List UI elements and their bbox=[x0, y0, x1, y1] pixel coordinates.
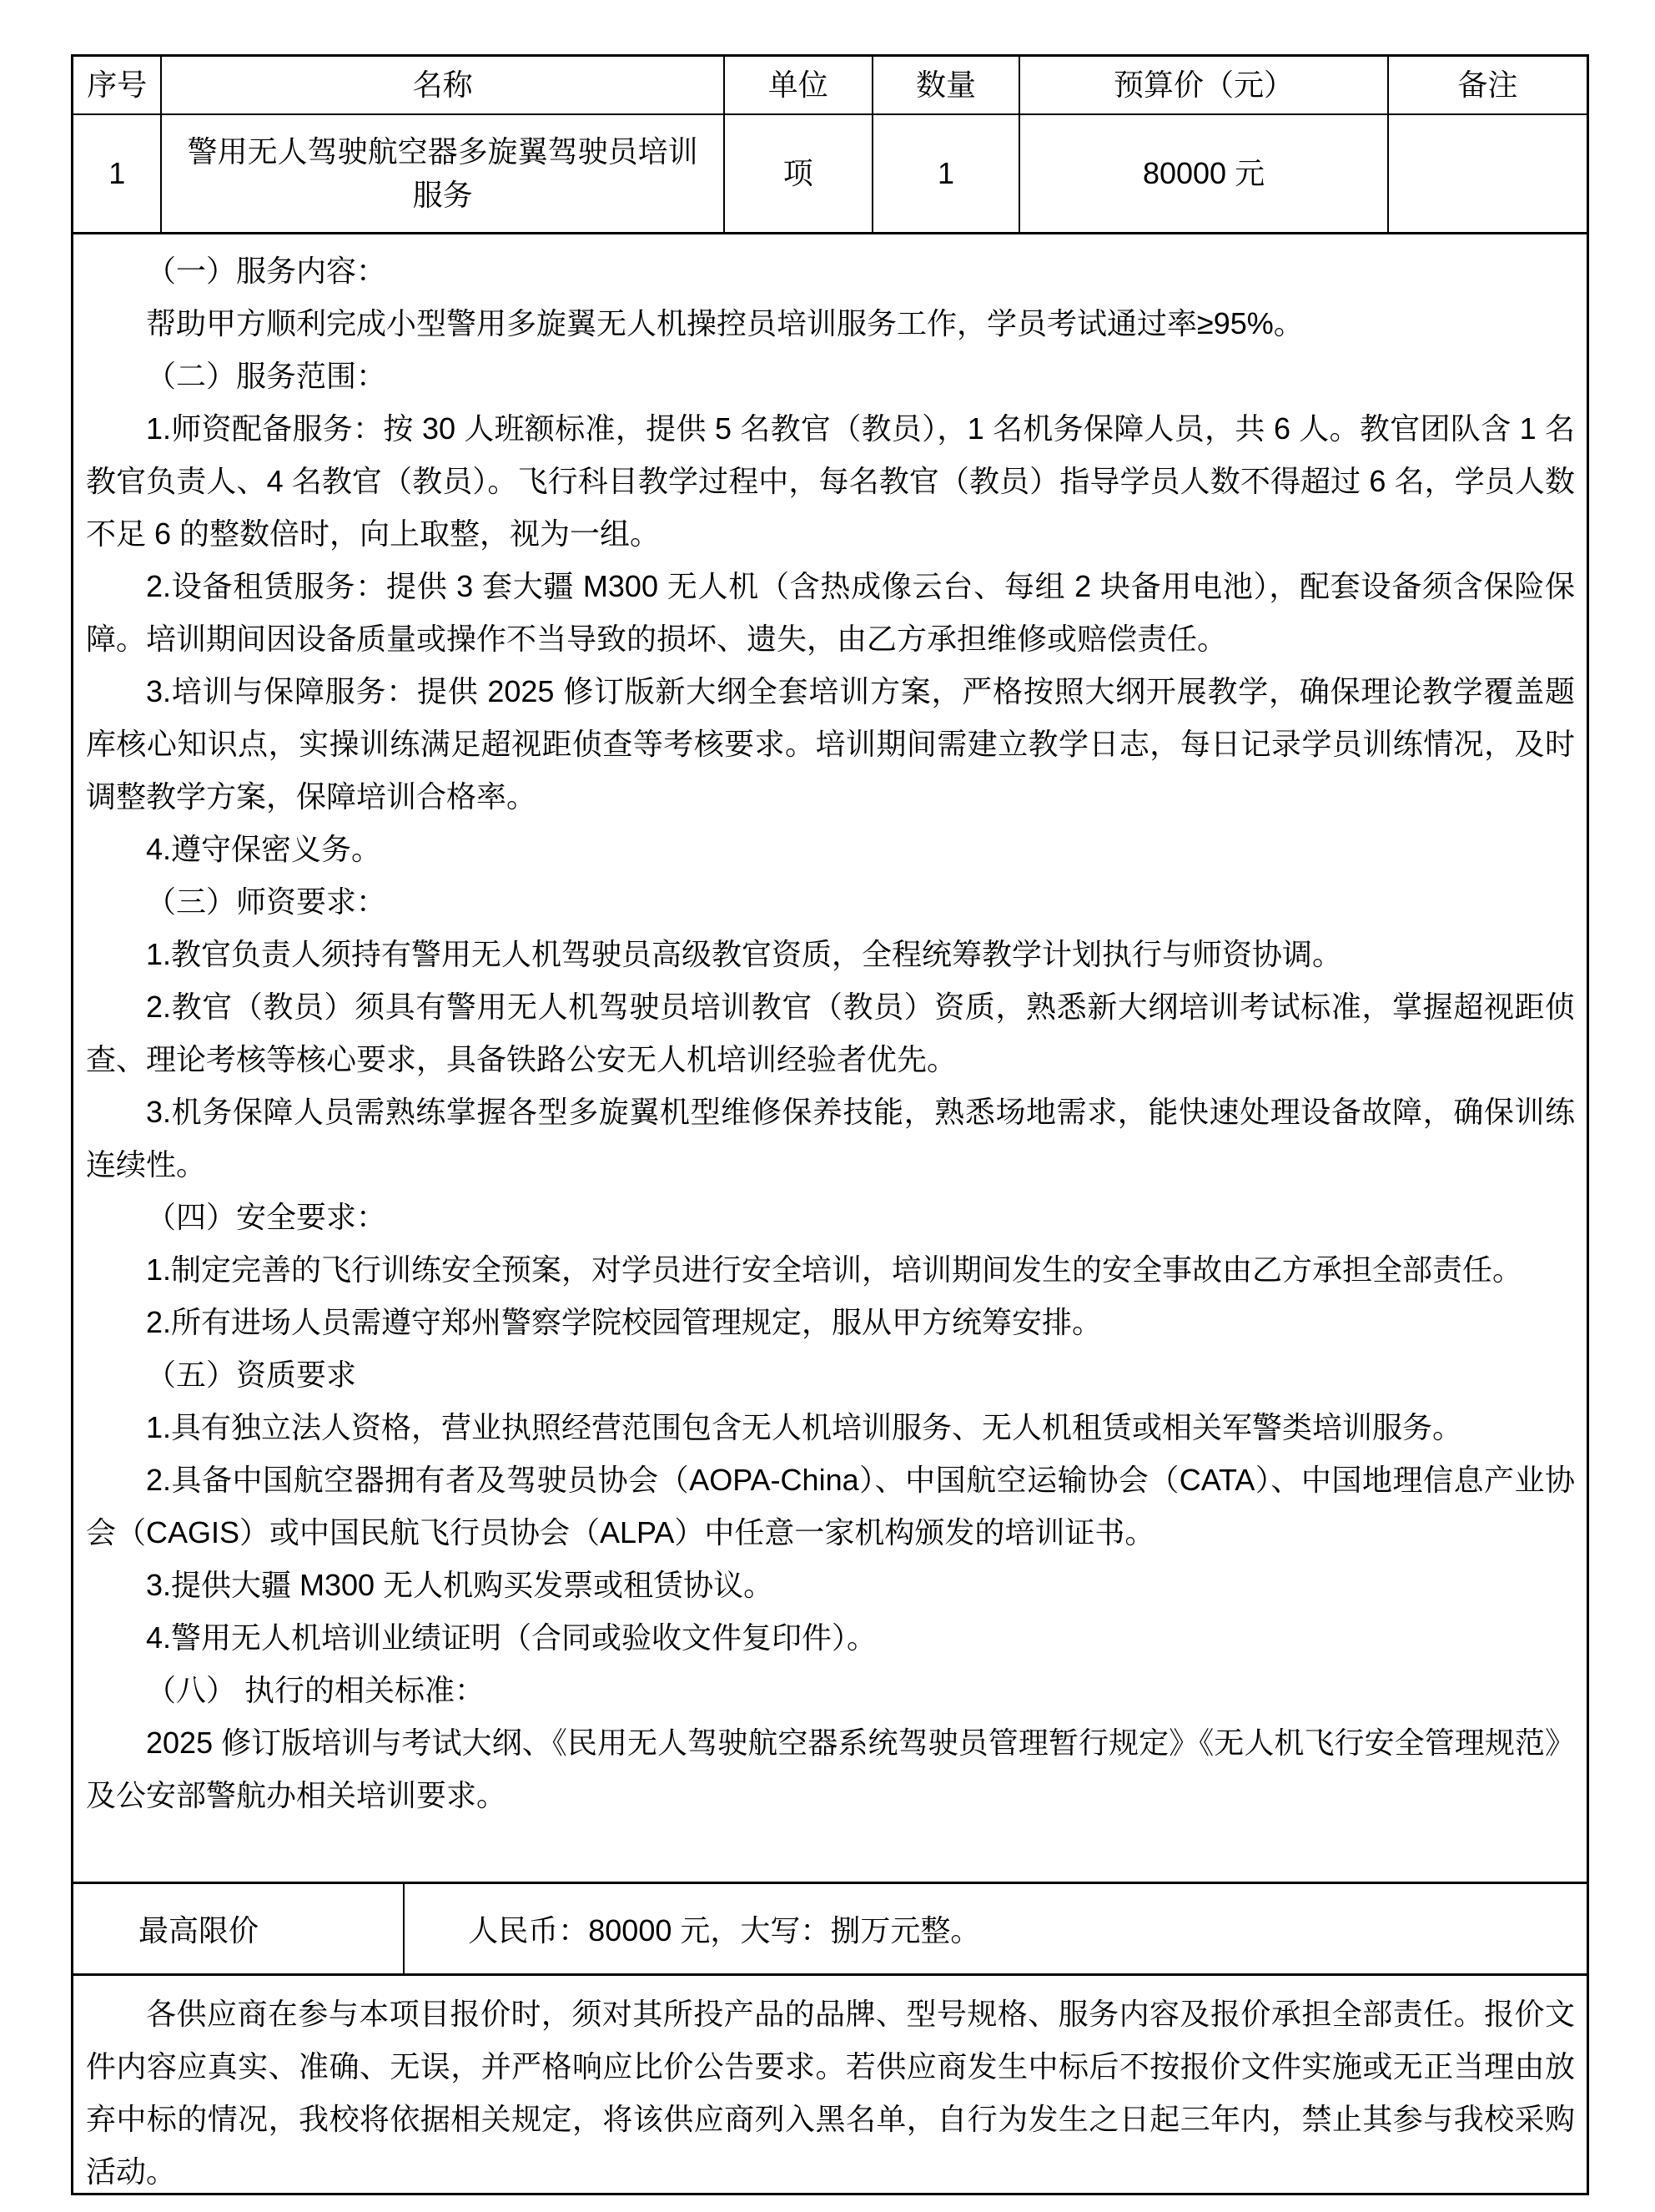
spec-paragraph: 2.所有进场人员需遵守郑州警察学院校园管理规定，服从甲方统筹安排。 bbox=[146, 1305, 1103, 1339]
table-header-row bbox=[73, 57, 1587, 114]
spec-paragraph: （一）服务内容： bbox=[146, 254, 387, 288]
procurement-table bbox=[71, 54, 1589, 2195]
item-unit: 项 bbox=[724, 114, 873, 232]
header-cell-note: 备注 bbox=[1388, 57, 1587, 114]
supplier-notice-section bbox=[73, 1973, 1587, 2193]
spec-paragraph: 2.教官（教员）须具有警用无人机驾驶员培训教官（教员）资质，熟悉新大纲培训考试标准，掌握超视距侦查、理论考核等核心要求，具备铁路公安无人机培训经验者优先。 bbox=[86, 990, 1575, 1076]
spec-paragraph: 2025 修订版培训与考试大纲、《民用无人驾驶航空器系统驾驶员管理暂行规定》《无人机飞行安全管理规范》及公安部警航办相关培训要求。 bbox=[86, 1726, 1575, 1812]
header-cell-qty: 数量 bbox=[873, 57, 1019, 114]
spec-paragraph: 2.具备中国航空器拥有者及驾驶员协会（AOPA-China）、中国航空运输协会（CATA）、中国地理信息产业协会（CAGIS）或中国民航飞行员协会（ALPA）中任意一家机构颁发的培训证书。 bbox=[86, 1463, 1575, 1549]
service-spec-section bbox=[73, 232, 1587, 1882]
spec-paragraph: 1.师资配备服务：按 30 人班额标准，提供 5 名教官（教员），1 名机务保障人员，共 6 人。教官团队含 1 名教官负责人、4 名教官（教员）。飞行科目教学过程中，每名教官（教员）指导学员人数不得超过 6 名，学员人数不足 6 的整数倍时，向上取整，视为一组。 bbox=[86, 411, 1575, 551]
table-row bbox=[73, 114, 1587, 232]
spec-paragraph: （五）资质要求 bbox=[146, 1358, 357, 1392]
spec-paragraph: 3.提供大疆 M300 无人机购买发票或租赁协议。 bbox=[146, 1568, 774, 1602]
spec-paragraph: 帮助甲方顺利完成小型警用多旋翼无人机操控员培训服务工作，学员考试通过率≥95%。 bbox=[146, 306, 1304, 340]
spec-paragraph: 3.机务保障人员需熟练掌握各型多旋翼机型维修保养技能，熟悉场地需求，能快速处理设备故障，确保训练连续性。 bbox=[86, 1095, 1575, 1182]
price-limit-label: 最高限价 bbox=[73, 1884, 405, 1973]
spec-paragraph: （二）服务范围： bbox=[146, 359, 387, 393]
spec-paragraph: 1.教官负责人须持有警用无人机驾驶员高级教官资质，全程统筹教学计划执行与师资协调。 bbox=[146, 937, 1343, 971]
supplier-notice-text: 各供应商在参与本项目报价时，须对其所投产品的品牌、型号规格、服务内容及报价承担全部责任。报价文件内容应真实、准确、无误，并严格响应比价公告要求。若供应商发生中标后不按报价文件实施或无正当理由放弃中标的情况，我校将依据相关规定，将该供应商列入黑名单，自行为发生之日起三年内，禁止其参与我校采购活动。 bbox=[86, 1997, 1575, 2189]
item-qty: 1 bbox=[873, 114, 1019, 232]
spec-paragraph: 1.制定完善的飞行训练安全预案，对学员进行安全培训，培训期间发生的安全事故由乙方承担全部责任。 bbox=[146, 1252, 1523, 1287]
item-table bbox=[73, 57, 1587, 232]
spec-paragraph: （四）安全要求： bbox=[146, 1200, 387, 1234]
header-cell-seq: 序号 bbox=[73, 57, 161, 114]
item-name: 警用无人驾驶航空器多旋翼驾驶员培训服务 bbox=[161, 114, 723, 232]
spec-paragraph: 2.设备租赁服务：提供 3 套大疆 M300 无人机（含热成像云台、每组 2 块备用电池），配套设备须含保险保障。培训期间因设备质量或操作不当导致的损坏、遗失，由乙方承担维修或赔偿责任。 bbox=[86, 569, 1575, 656]
header-cell-name: 名称 bbox=[161, 57, 723, 114]
header-cell-price: 预算价（元） bbox=[1019, 57, 1388, 114]
item-price: 80000 元 bbox=[1019, 114, 1388, 232]
spec-paragraph: 4.警用无人机培训业绩证明（合同或验收文件复印件）。 bbox=[146, 1620, 878, 1655]
price-limit-row bbox=[73, 1882, 1587, 1973]
price-limit-value: 人民币：80000 元，大写：捌万元整。 bbox=[468, 1913, 981, 1947]
spec-paragraph: 3.培训与保障服务：提供 2025 修订版新大纲全套培训方案，严格按照大纲开展教学，确保理论教学覆盖题库核心知识点，实操训练满足超视距侦查等考核要求。培训期间需建立教学日志，每日记录学员训练情况，及时调整教学方案，保障培训合格率。 bbox=[86, 674, 1575, 814]
header-cell-unit: 单位 bbox=[724, 57, 873, 114]
spec-paragraph: （三）师资要求： bbox=[146, 884, 387, 919]
spec-paragraph: 1.具有独立法人资格，营业执照经营范围包含无人机培训服务、无人机租赁或相关军警类培训服务。 bbox=[146, 1410, 1463, 1444]
spec-paragraph: （八） 执行的相关标准： bbox=[146, 1673, 485, 1707]
spec-paragraph: 4.遵守保密义务。 bbox=[146, 832, 382, 866]
item-seq: 1 bbox=[108, 155, 126, 190]
item-note bbox=[1388, 114, 1587, 232]
